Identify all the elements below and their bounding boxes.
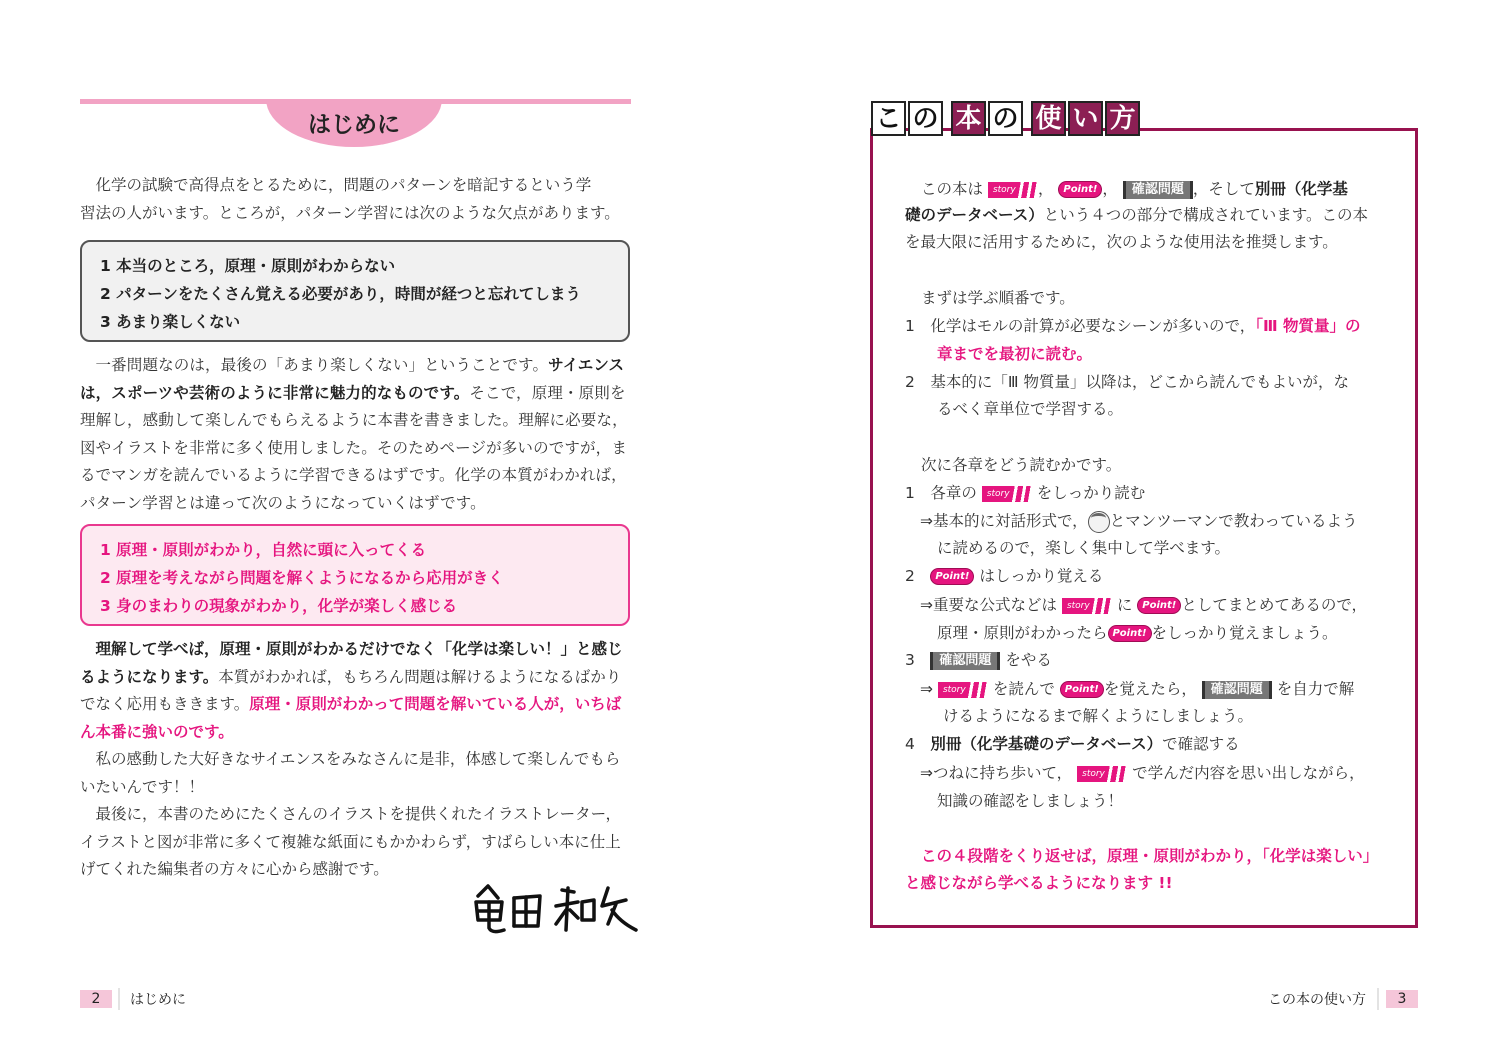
footer-divider <box>118 988 120 1010</box>
right-page <box>750 0 1500 1063</box>
body-paragraph-2 <box>80 352 631 517</box>
title-char: い <box>1068 101 1103 136</box>
step-1: 1 各章の story をしっかり読む <box>905 484 1146 502</box>
intro-line: 化学の試験で高得点をとるために，問題のパターンを暗記するという学 <box>95 176 592 194</box>
intro-line-2: 礎のデータベース）という４つの部分で構成されています。この本 <box>905 206 1368 224</box>
cons-item: 3 あまり楽しくない <box>100 313 241 331</box>
cons-item: 2 パターンをたくさん覚える必要があり，時間が経つと忘れてしまう <box>100 285 581 303</box>
intro-paragraph <box>80 172 631 227</box>
step-4-detail-cont: 知識の確認をしましょう！ <box>937 792 1124 810</box>
story-icon: story <box>982 486 1032 502</box>
step-2-detail: ⇒重要な公式などは story に Point! としてまとめてあるので， <box>920 596 1368 614</box>
footer-divider <box>1377 988 1379 1010</box>
para3-a: 理解して学べば，原理・原則がわかるだけでなく「化学は楽しい！」と感じるようになります。 <box>80 640 623 686</box>
point-icon: Point! <box>930 568 974 585</box>
para2-b: サイエンスは，スポーツや芸術のように非常に魅力的なものです。 <box>80 356 625 402</box>
intro-line-3: を最大限に活用するために，次のような使用法を推奨します。 <box>905 233 1338 251</box>
point-icon: Point! <box>1108 625 1152 642</box>
cons-item: 1 本当のところ，原理・原則がわからない <box>100 257 396 275</box>
section-howto: 次に各章をどう読むかです。 <box>921 456 1122 474</box>
title-char: 本 <box>951 101 986 136</box>
step-3-detail: ⇒ story を読んで Point! を覚えたら， 確認問題 を自力で解 <box>920 680 1355 698</box>
footer-label: この本の使い方 <box>1268 992 1366 1008</box>
step-2-detail-cont: 原理・原則がわかったら Point! をしっかり覚えましょう。 <box>937 624 1338 642</box>
check-problem-icon: 確認問題 <box>930 652 1000 670</box>
step-2: 2 Point! はしっかり覚える <box>905 567 1104 585</box>
order-1: 1 化学はモルの計算が必要なシーンが多いので，「Ⅲ 物質量」の <box>905 317 1361 335</box>
body-paragraph-3 <box>80 636 631 884</box>
check-problem-icon: 確認問題 <box>1123 181 1193 199</box>
para2-a: 一番問題なのは，最後の「あまり楽しくない」ということです。 <box>95 356 549 374</box>
para3-c: 原理・原則がわかって問題を解いている人が，いちばん本番に強いのです。 <box>80 695 622 741</box>
title-char: の <box>908 101 943 136</box>
title-char: 方 <box>1105 101 1140 136</box>
author-signature <box>470 878 640 938</box>
step-4-detail: ⇒つねに持ち歩いて， story で学んだ内容を思い出しながら， <box>920 764 1365 782</box>
step-3-detail-cont: けるようになるまで解くようにしましょう。 <box>943 707 1254 725</box>
cons-box <box>80 240 630 342</box>
page-title: はじめに <box>308 112 400 138</box>
pros-item: 1 原理・原則がわかり，自然に頭に入ってくる <box>100 541 427 559</box>
para5: 最後に，本書のためにたくさんのイラストを提供くれたイラストレーター，イラストと図が非常に多くて複雑な紙面にもかかわらず，すばらしい本に仕上げてくれた編集者の方々に心から感謝です。 <box>80 805 621 878</box>
point-icon: Point! <box>1137 597 1181 614</box>
step-1-detail: ⇒基本的に対話形式で， とマンツーマンで教わっているよう <box>920 509 1358 533</box>
footer-label: はじめに <box>130 992 186 1008</box>
step-1-detail-cont: に読めるので，楽しく集中して学べます。 <box>937 539 1230 557</box>
closing-line-2: と感じながら学べるようになります !! <box>905 874 1173 892</box>
story-icon: story <box>1077 766 1127 782</box>
order-1-cont: 章までを最初に読む。 <box>937 345 1093 363</box>
para3-b: 本質がわかれば，もちろん問題は解けるようになるばかりでなく応用もききます。 <box>80 667 622 713</box>
order-2: 2 基本的に「Ⅲ 物質量」以降は，どこから読んでもよいが，な <box>905 373 1349 391</box>
closing-line-1: この４段階をくり返せば，原理・原則がわかり，「化学は楽しい」 <box>921 847 1379 865</box>
title-char: の <box>988 101 1023 136</box>
point-icon: Point! <box>1060 681 1104 698</box>
title-char: 使 <box>1031 101 1066 136</box>
intro-line-1: この本は story ， Point! ， 確認問題 ，そして別冊（化学基 <box>921 180 1348 198</box>
teacher-face-icon <box>1088 511 1110 533</box>
para4: 私の感動した大好きなサイエンスをみなさんに是非，体感して楽しんでもらいたいんです！！ <box>80 750 621 796</box>
pros-item: 3 身のまわりの現象がわかり，化学が楽しく感じる <box>100 597 458 615</box>
section-order: まずは学ぶ順番です。 <box>921 289 1075 307</box>
step-3: 3 確認問題 をやる <box>905 651 1052 669</box>
para2-c: そこで，原理・原則を理解し，感動して楽しんでもらえるように本書を書きました。理解に必要な，図やイラストを非常に多く使用しました。そのためページが多いのですが，まるでマンガを読んでいるように学習できるはずです。化学の本質がわかれば，パターン学習とは違って次のようになっていくはずです。 <box>80 383 628 512</box>
page-number: 2 <box>80 990 112 1008</box>
check-problem-icon: 確認問題 <box>1202 681 1272 699</box>
point-icon: Point! <box>1058 181 1102 198</box>
page-number: 3 <box>1386 990 1418 1008</box>
pros-box <box>80 524 630 626</box>
order-2-cont: るべく章単位で学習する。 <box>937 400 1124 418</box>
step-4: 4 別冊（化学基礎のデータベース）で確認する <box>905 735 1240 753</box>
intro-line: 習法の人がいます。ところが，パターン学習には次のような欠点があります。 <box>80 203 620 222</box>
title-char: こ <box>871 101 906 136</box>
story-icon: story <box>938 682 988 698</box>
pros-item: 2 原理を考えながら問題を解くようになるから応用がきく <box>100 569 504 587</box>
story-icon: story <box>1062 598 1112 614</box>
story-icon: story <box>988 182 1038 198</box>
